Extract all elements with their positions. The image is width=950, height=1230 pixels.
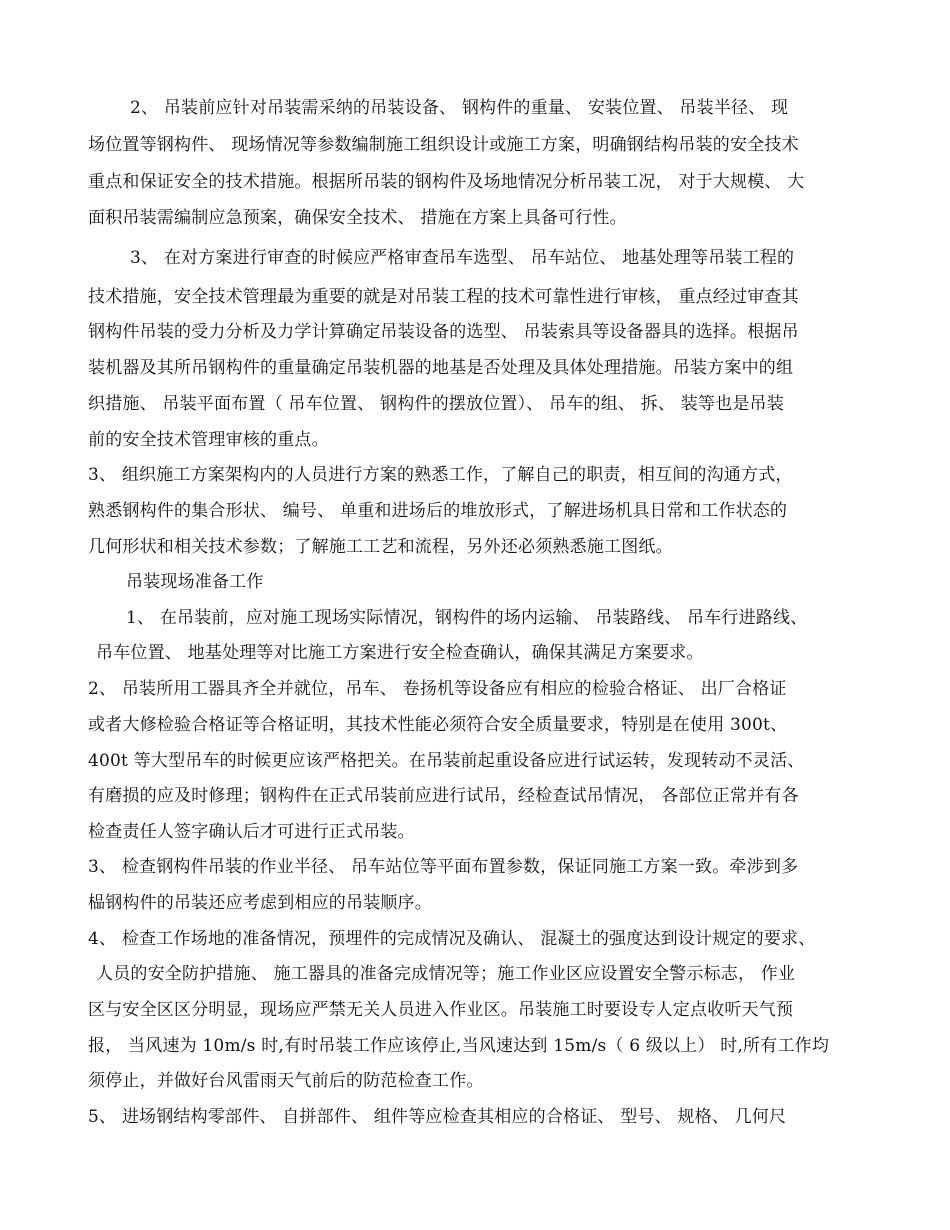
text-line: 3、 检查钢构件吊装的作业半径、 吊车站位等平面布置参数，保证同施工方案一致。牵涉到多: [88, 857, 799, 877]
text-line: 重点和保证安全的技术措施。根据所吊装的钢构件及场地情况分析吊装工况， 对于大规模、 大: [88, 172, 805, 192]
text-line: 区与安全区区分明显，现场应严禁无关人员进入作业区。吊装施工时要设专人定点收听天气预: [88, 1000, 794, 1020]
text-line: 人员的安全防护措施、 施工器具的准备完成情况等；施工作业区应设置安全警示标志， 作业: [96, 964, 796, 984]
text-line: 织措施、 吊装平面布置（ 吊车位置、 钢构件的摆放位置）、 吊车的组、 拆、 装等也是吊装: [88, 394, 784, 414]
text-line: 1、 在吊装前，应对施工现场实际情况，钢构件的场内运输、 吊装路线、 吊车行进路线、: [126, 608, 808, 628]
text-line: 装机器及其所吊钢构件的重量确定吊装机器的地基是否处理及具体处理措施。吊装方案中的组: [88, 358, 794, 378]
text-line: 3、 在对方案进行审查的时候应严格审查吊车选型、 吊车站位、 地基处理等吊装工程的: [130, 248, 795, 268]
text-line: 钢构件吊装的受力分析及力学计算确定吊装设备的选型、 吊装索具等设备器具的选择。根据吊: [88, 322, 799, 342]
text-line: 3、 组织施工方案架构内的人员进行方案的熟悉工作，了解自己的职责，相互间的沟通方式，: [88, 465, 793, 485]
text-line: 报， 当风速为 10m/s 时,有时吊装工作应该停止,当风速达到 15m/s（ 6 级以上） 时,所有工作均: [88, 1036, 830, 1056]
text-line: 面积吊装需编制应急预案，确保安全技术、 措施在方案上具备可行性。: [88, 208, 627, 228]
text-line: 几何形状和相关技术参数；了解施工工艺和流程，另外还必须熟悉施工图纸。: [88, 537, 673, 557]
text-line: 4、 检查工作场地的准备情况，预埋件的完成情况及确认、 混凝土的强度达到设计规定的要求、: [88, 929, 816, 949]
text-line: 5、 进场钢结构零部件、 自拼部件、 组件等应检查其相应的合格证、 型号、 规格、 几何尺: [88, 1107, 787, 1127]
section-heading: 吊装现场准备工作: [126, 572, 264, 592]
text-line: 熟悉钢构件的集合形状、 编号、 单重和进场后的堆放形式，了解进场机具日常和工作状态的: [88, 501, 788, 521]
text-line: 2、 吊装所用工器具齐全并就位，吊车、 卷扬机等设备应有相应的检验合格证、 出厂合格证: [88, 679, 787, 699]
text-line: 或者大修检验合格证等合格证明，其技术性能必须符合安全质量要求，特别是在使用 300t、: [88, 715, 788, 735]
text-line: 有磨损的应及时修理；钢构件在正式吊装前应进行试吊，经检查试吊情况， 各部位正常并有各: [88, 786, 799, 806]
text-line: 检查责任人签字确认后才可进行正式吊装。: [88, 822, 415, 842]
text-line: 前的安全技术管理审核的重点。: [88, 430, 329, 450]
text-line: 400t 等大型吊车的时候更应该严格把关。在吊装前起重设备应进行试运转，发现转动不灵活、: [88, 751, 805, 771]
text-line: 须停止，并做好台风雷雨天气前后的防范检查工作。: [88, 1071, 484, 1091]
text-line: 吊车位置、 地基处理等对比施工方案进行安全检查确认，确保其满足方案要求。: [96, 643, 704, 663]
text-line: 2、 吊装前应针对吊装需采纳的吊装设备、 钢构件的重量、 安装位置、 吊装半径、 现: [130, 98, 789, 118]
text-line: 场位置等钢构件、 现场情况等参数编制施工组织设计或施工方案，明确钢结构吊装的安全技术: [88, 135, 799, 155]
text-line: 技术措施，安全技术管理最为重要的就是对吊装工程的技术可靠性进行审核， 重点经过审查其: [88, 287, 799, 307]
text-line: 榀钢构件的吊装还应考虑到相应的吊装顺序。: [88, 893, 432, 913]
